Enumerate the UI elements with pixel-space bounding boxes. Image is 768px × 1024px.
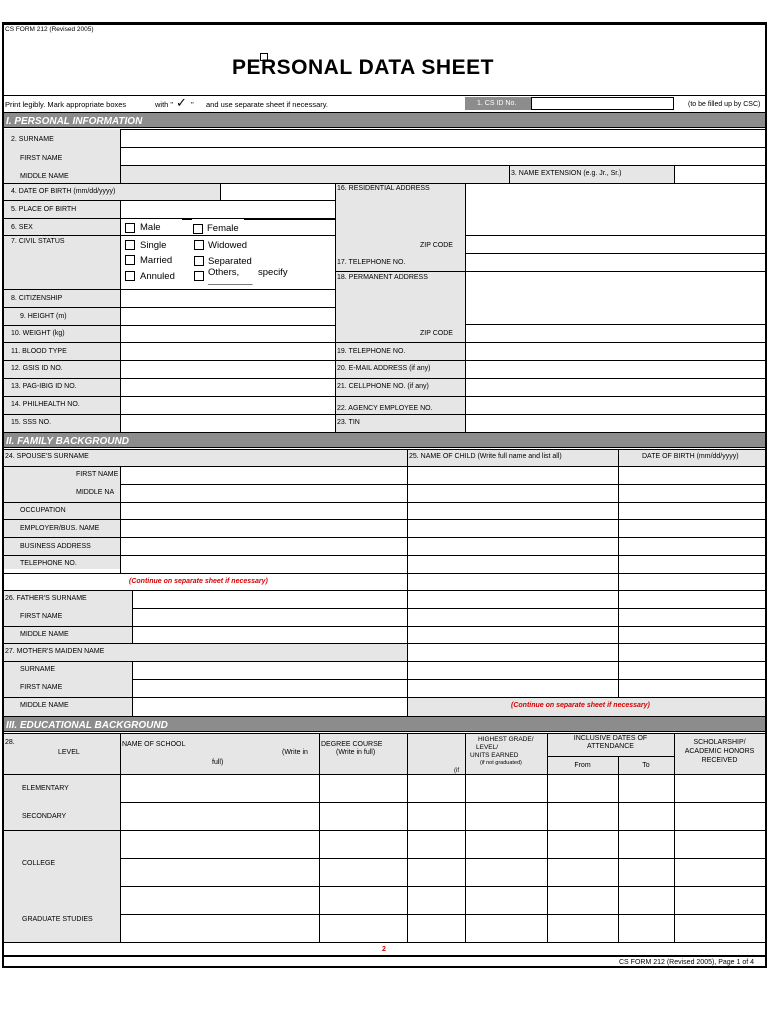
civil-separated-label: Separated	[208, 256, 252, 267]
civil-single-label: Single	[140, 240, 167, 251]
mother-middle-name-label: MIDDLE NAME	[20, 702, 69, 709]
civil-others-checkbox[interactable]	[194, 271, 204, 281]
checkmark-icon: ✓	[176, 95, 187, 110]
sex-male-checkbox[interactable]	[125, 223, 135, 233]
residential-address-label: 16. RESIDENTIAL ADDRESS	[337, 185, 430, 192]
citizenship-label: 8. CITIZENSHIP	[11, 295, 63, 302]
instruction-left: Print legibly. Mark appropriate boxes	[5, 100, 127, 109]
child-dob-header: DATE OF BIRTH (mm/dd/yyyy)	[642, 453, 739, 460]
level-secondary: SECONDARY	[22, 813, 67, 820]
civil-single-checkbox[interactable]	[125, 240, 135, 250]
cs-id-field[interactable]	[531, 97, 674, 110]
degree-header: DEGREE COURSE	[321, 741, 383, 748]
pob-label: 5. PLACE OF BIRTH	[11, 206, 77, 213]
civil-widowed-label: Widowed	[208, 240, 248, 251]
surname-label: 2. SURNAME	[11, 136, 54, 143]
instruction-right: and use separate sheet if necessary.	[206, 100, 329, 109]
telephone-17-label: 17. TELEPHONE NO.	[337, 259, 406, 266]
zipcode-label-2: ZIP CODE	[420, 330, 453, 337]
form-page-footer: CS FORM 212 (Revised 2005), Page 1 of 4	[619, 959, 755, 966]
highest-grade-header-2: LEVEL/	[476, 744, 499, 751]
agency-employee-no-label: 22. AGENCY EMPLOYEE NO.	[337, 405, 433, 412]
philhealth-label: 14. PHILHEALTH NO.	[11, 401, 80, 408]
section-educational-background	[4, 716, 765, 732]
personal-data-sheet-form	[2, 22, 767, 968]
permanent-address-label: 18. PERMANENT ADDRESS	[337, 274, 428, 281]
instruction-with: with "	[155, 100, 174, 109]
spouse-first-name-label: FIRST NAME	[76, 471, 119, 478]
civil-married-checkbox[interactable]	[125, 255, 135, 265]
highest-grade-header-4: (if not graduated)	[480, 760, 522, 766]
spouse-middle-name-label: MIDDLE NA	[76, 489, 115, 496]
highest-grade-header-1: HIGHEST GRADE/	[478, 736, 534, 743]
inclusive-dates-header-1: INCLUSIVE DATES OF	[573, 735, 648, 742]
blood-type-label: 11. BLOOD TYPE	[11, 348, 67, 355]
inclusive-dates-header-2: ATTENDANCE	[587, 743, 634, 750]
sss-label: 15. SSS NO.	[11, 419, 52, 426]
mother-maiden-label: 27. MOTHER'S MAIDEN NAME	[5, 648, 105, 655]
child-name-header: 25. NAME OF CHILD (Write full name and list all)	[409, 453, 562, 460]
telephone-19-label: 19. TELEPHONE NO.	[337, 348, 406, 355]
cellphone-label: 21. CELLPHONE NO. (if any)	[337, 383, 429, 390]
degree-write-note: (Write in full)	[336, 749, 376, 756]
level-header: LEVEL	[58, 749, 80, 756]
zipcode-label-1: ZIP CODE	[420, 242, 453, 249]
civil-others-label: Others,	[208, 267, 240, 278]
continue-note-spouse: (Continue on separate sheet if necessary)	[129, 578, 268, 585]
sex-female-checkbox[interactable]	[193, 224, 203, 234]
section-title: II. FAMILY BACKGROUND	[6, 436, 129, 447]
telephone-label: TELEPHONE NO.	[20, 560, 77, 567]
sex-female-label: Female	[207, 223, 239, 234]
section-personal-information	[4, 112, 765, 128]
father-middle-name-label: MIDDLE NAME	[20, 631, 69, 638]
civil-specify-label: specify	[258, 267, 288, 278]
school-write-note: (Write in	[282, 749, 308, 756]
mother-first-name-label: FIRST NAME	[20, 684, 63, 691]
school-full-note: full)	[212, 759, 224, 766]
form-code: CS FORM 212 (Revised 2005)	[5, 26, 94, 33]
mother-surname-label: SURNAME	[20, 666, 56, 673]
to-header: To	[642, 762, 650, 769]
civil-annuled-label: Annuled	[140, 271, 175, 282]
page-title: PERSONAL DATA SHEET	[232, 56, 494, 79]
civil-married-label: Married	[140, 255, 173, 266]
first-name-label: FIRST NAME	[20, 155, 63, 162]
school-header: NAME OF SCHOOL	[122, 741, 186, 748]
sex-male-label: Male	[140, 222, 161, 233]
father-first-name-label: FIRST NAME	[20, 613, 63, 620]
tin-label: 23. TIN	[337, 419, 360, 426]
civil-annuled-checkbox[interactable]	[125, 271, 135, 281]
employer-label: EMPLOYER/BUS. NAME	[20, 525, 100, 532]
business-address-label: BUSINESS ADDRESS	[20, 543, 91, 550]
occupation-label: OCCUPATION	[20, 507, 66, 514]
page-marker: 2	[382, 946, 386, 953]
civil-status-label: 7. CIVIL STATUS	[11, 238, 65, 245]
spouse-surname-label: 24. SPOUSE'S SURNAME	[5, 453, 89, 460]
level-college: COLLEGE	[22, 860, 56, 867]
from-header: From	[574, 762, 591, 769]
dob-label: 4. DATE OF BIRTH (mm/dd/yyyy)	[11, 188, 116, 195]
item-28-label: 28.	[5, 739, 15, 746]
section-title: I. PERSONAL INFORMATION	[6, 116, 143, 127]
cs-id-label-box	[465, 97, 531, 110]
civil-widowed-checkbox[interactable]	[194, 240, 204, 250]
csc-note: (to be filled up by CSC)	[688, 101, 761, 108]
instruction-quote: "	[191, 100, 194, 109]
section-family-background	[4, 432, 765, 448]
continue-note-children: (Continue on separate sheet if necessary)	[511, 702, 650, 709]
year-mark: (if	[454, 768, 459, 774]
pagibig-label: 13. PAG-IBIG ID NO.	[11, 383, 77, 390]
section-title: III. EDUCATIONAL BACKGROUND	[6, 720, 168, 731]
scholarship-header-2: ACADEMIC HONORS	[684, 748, 755, 755]
level-elementary: ELEMENTARY	[22, 785, 69, 792]
height-label: 9. HEIGHT (m)	[20, 313, 67, 320]
civil-specify-underline: __________	[208, 276, 253, 285]
name-extension-label: 3. NAME EXTENSION (e.g. Jr., Sr.)	[511, 170, 622, 177]
weight-label: 10. WEIGHT (kg)	[11, 330, 65, 337]
middle-name-label: MIDDLE NAME	[20, 173, 69, 180]
highest-grade-header-3: UNITS EARNED	[470, 752, 519, 759]
email-label: 20. E-MAIL ADDRESS (if any)	[337, 365, 431, 372]
father-surname-label: 26. FATHER'S SURNAME	[5, 595, 87, 602]
civil-separated-checkbox[interactable]	[194, 256, 204, 266]
cs-id-label: 1. CS ID No.	[477, 100, 517, 107]
gsis-label: 12. GSIS ID NO.	[11, 365, 63, 372]
sex-label: 6. SEX	[11, 224, 33, 231]
scholarship-header-3: RECEIVED	[701, 757, 738, 764]
scholarship-header-1: SCHOLARSHIP/	[693, 739, 746, 746]
level-graduate-studies: GRADUATE STUDIES	[22, 916, 93, 923]
